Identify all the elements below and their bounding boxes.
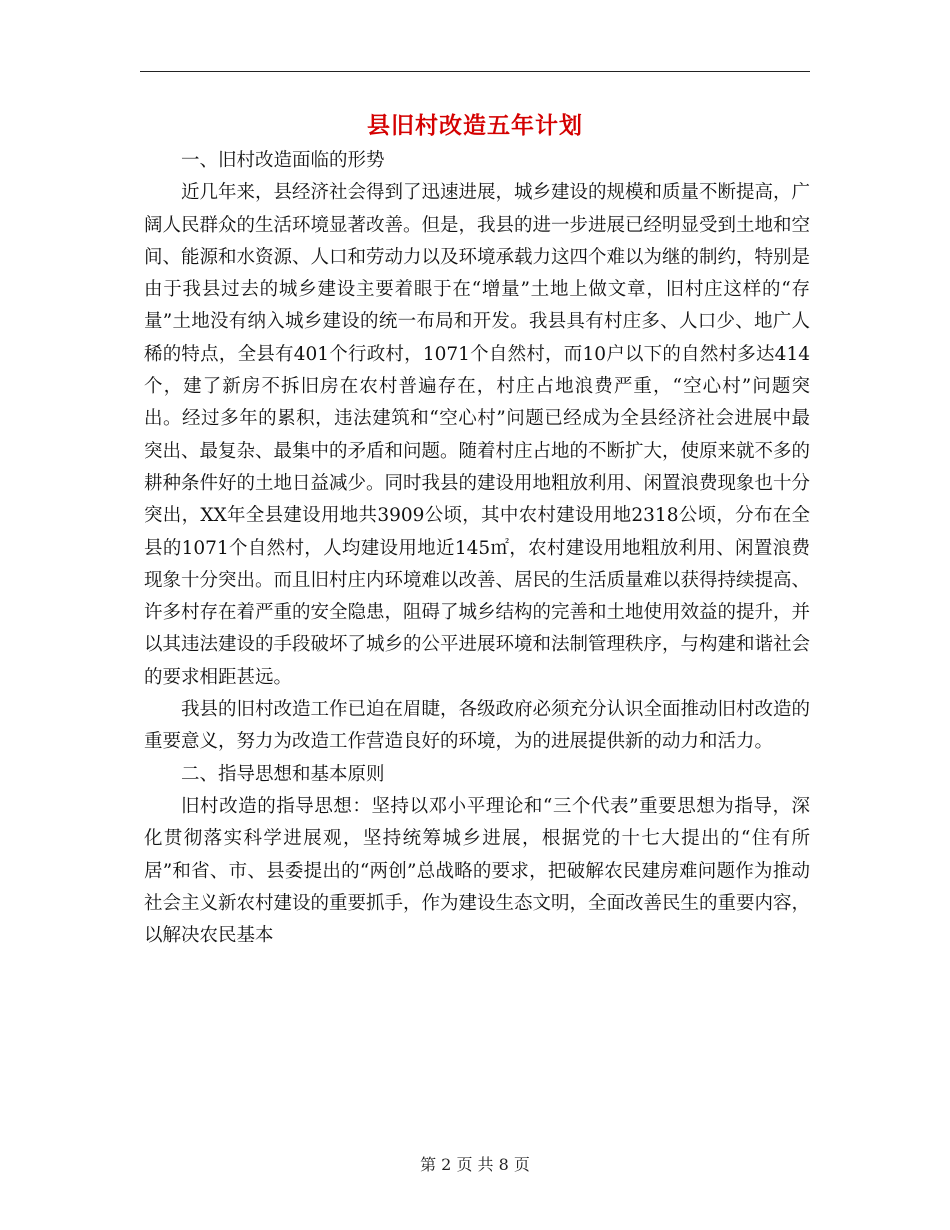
paragraph: 我县的旧村改造工作已迫在眉睫，各级政府必须充分认识全面推动旧村改造的重要意义，努力为改造工作营造良好的环境，为的进展提供新的动力和活力。 (144, 699, 811, 753)
paragraph: 近几年来，县经济社会得到了迅速进展，城乡建设的规模和质量不断提高，广阔人民群众的生活环境显著改善。但是，我县的进一步进展已经明显受到土地和空间、能源和水资源、人口和劳动力以及环境承载力这四个难以为继的制约，特别是由于我县过去的城乡建设主要着眼于在“增量”土地上做文章，旧村庄这样的“存量”土地没有纳入城乡建设的统一布局和开发。我县具有村庄多、人口少、地广人稀的特点，全县有401个行政村，1071个自然村，而10户以下的自然村多达414个，建了新房不拆旧房在农村普遍存在，村庄占地浪费严重，“空心村”问题突出。经过多年的累积，违法建筑和“空心村”问题已经成为全县经济社会进展中最突出、最复杂、最集中的矛盾和问题。随着村庄占地的不断扩大，使原来就不多的耕种条件好的土地日益减少。同时我县的建设用地粗放利用、闲置浪费现象也十分突出，XX年全县建设用地共3909公顷，其中农村建设用地2318公顷，分布在全县的1071个自然村，人均建设用地近145㎡，农村建设用地粗放利用、闲置浪费现象十分突出。而且旧村庄内环境难以改善、居民的生活质量难以获得持续提高、许多村存在着严重的安全隐患，阻碍了城乡结构的完善和土地使用效益的提升，并以其违法建设的手段破坏了城乡的公平进展环境和法制管理秩序，与构建和谐社会的要求相距甚远。 (144, 182, 811, 688)
header-rule (140, 71, 810, 72)
section-heading-1: 一、旧村改造面临的形势 (181, 150, 385, 171)
document-title: 县旧村改造五年计划 (367, 112, 583, 139)
document-body (144, 145, 810, 952)
section-heading-2: 二、指导思想和基本原则 (181, 763, 385, 785)
page-footer: 第 2 页 共 8 页 (420, 1155, 530, 1174)
paragraph: 旧村改造的指导思想：坚持以邓小平理论和“三个代表”重要思想为指导，深化贯彻落实科学进展观，坚持统筹城乡进展，根据党的十七大提出的“住有所居”和省、市、县委提出的“两创”总战略的要求，把破解农民建房难问题作为推动社会主义新农村建设的重要抓手，作为建设生态文明，全面改善民生的重要内容，以解决农民基本 (144, 795, 811, 947)
